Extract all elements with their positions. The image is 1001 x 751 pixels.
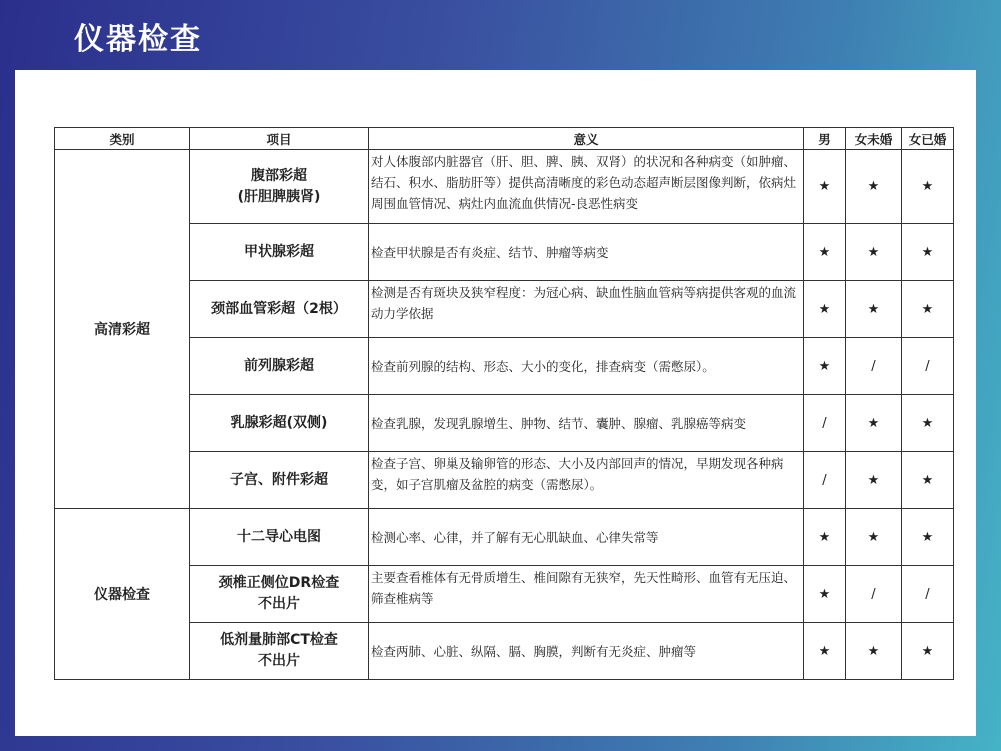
female-married-mark: ★: [902, 224, 954, 281]
female-married-mark: /: [902, 566, 954, 623]
item-cell: 甲状腺彩超: [190, 224, 369, 281]
table-row: [55, 509, 954, 566]
female-married-mark: /: [902, 338, 954, 395]
female-unmarried-mark: ★: [846, 623, 902, 680]
item-cell: 腹部彩超 (肝胆脾胰肾): [190, 150, 369, 224]
female-unmarried-mark: /: [846, 566, 902, 623]
female-married-mark: ★: [902, 150, 954, 224]
meaning-cell: 对人体腹部内脏器官（肝、胆、脾、胰、双肾）的状况和各种病变（如肿瘤、结石、积水、脂肪肝等）提供高清晰度的彩色动态超声断层图像判断，依病灶周围血管情况、病灶内血流血供情况-良恶性病变: [369, 150, 804, 224]
female-unmarried-mark: ★: [846, 395, 902, 452]
meaning-cell: 检查乳腺，发现乳腺增生、肿物、结节、囊肿、腺瘤、乳腺癌等病变: [369, 395, 804, 452]
female-unmarried-mark: ★: [846, 281, 902, 338]
male-mark: ★: [804, 623, 846, 680]
exam-table: [54, 127, 954, 680]
item-cell: 十二导心电图: [190, 509, 369, 566]
item-cell: 颈部血管彩超（2根）: [190, 281, 369, 338]
table-row: [55, 452, 954, 509]
male-mark: ★: [804, 509, 846, 566]
female-unmarried-mark: ★: [846, 224, 902, 281]
male-mark: ★: [804, 224, 846, 281]
male-mark: ★: [804, 566, 846, 623]
male-mark: /: [804, 395, 846, 452]
category-cell: 仪器检查: [55, 509, 190, 680]
column-header-female-married: 女已婚: [902, 128, 954, 150]
item-cell: 子宫、附件彩超: [190, 452, 369, 509]
female-married-mark: ★: [902, 509, 954, 566]
female-unmarried-mark: ★: [846, 150, 902, 224]
category-cell: 高清彩超: [55, 150, 190, 509]
male-mark: ★: [804, 150, 846, 224]
table-row: [55, 281, 954, 338]
meaning-cell: 检测心率、心律，并了解有无心肌缺血、心律失常等: [369, 509, 804, 566]
meaning-cell: 主要查看椎体有无骨质增生、椎间隙有无狭窄，先天性畸形、血管有无压迫、筛查椎病等: [369, 566, 804, 623]
table-row: [55, 224, 954, 281]
meaning-cell: 检查甲状腺是否有炎症、结节、肿瘤等病变: [369, 224, 804, 281]
female-married-mark: ★: [902, 623, 954, 680]
item-cell: 前列腺彩超: [190, 338, 369, 395]
column-header-female-unmarried: 女未婚: [846, 128, 902, 150]
male-mark: /: [804, 452, 846, 509]
female-unmarried-mark: /: [846, 338, 902, 395]
table-header-row: [55, 128, 954, 150]
table-row: [55, 566, 954, 623]
meaning-cell: 检测是否有斑块及狭窄程度：为冠心病、缺血性脑血管病等病提供客观的血流动力学依据: [369, 281, 804, 338]
meaning-cell: 检查子宫、卵巢及输卵管的形态、大小及内部回声的情况，早期发现各种病变，如子宫肌瘤及盆腔的病变（需憋尿）。: [369, 452, 804, 509]
column-header-meaning: 意义: [369, 128, 804, 150]
page-title: 仪器检查: [74, 22, 202, 57]
female-married-mark: ★: [902, 452, 954, 509]
table-row: [55, 338, 954, 395]
item-cell: 低剂量肺部CT检查 不出片: [190, 623, 369, 680]
item-cell: 颈椎正侧位DR检查 不出片: [190, 566, 369, 623]
content-panel: [15, 70, 976, 736]
male-mark: ★: [804, 338, 846, 395]
column-header-male: 男: [804, 128, 846, 150]
female-married-mark: ★: [902, 395, 954, 452]
female-married-mark: ★: [902, 281, 954, 338]
item-cell: 乳腺彩超(双侧): [190, 395, 369, 452]
female-unmarried-mark: ★: [846, 452, 902, 509]
column-header-item: 项目: [190, 128, 369, 150]
meaning-cell: 检查前列腺的结构、形态、大小的变化，排查病变（需憋尿）。: [369, 338, 804, 395]
table-row: [55, 150, 954, 224]
male-mark: ★: [804, 281, 846, 338]
table-row: [55, 395, 954, 452]
meaning-cell: 检查两肺、心脏、纵隔、膈、胸膜，判断有无炎症、肿瘤等: [369, 623, 804, 680]
table-row: [55, 623, 954, 680]
column-header-category: 类别: [55, 128, 190, 150]
female-unmarried-mark: ★: [846, 509, 902, 566]
